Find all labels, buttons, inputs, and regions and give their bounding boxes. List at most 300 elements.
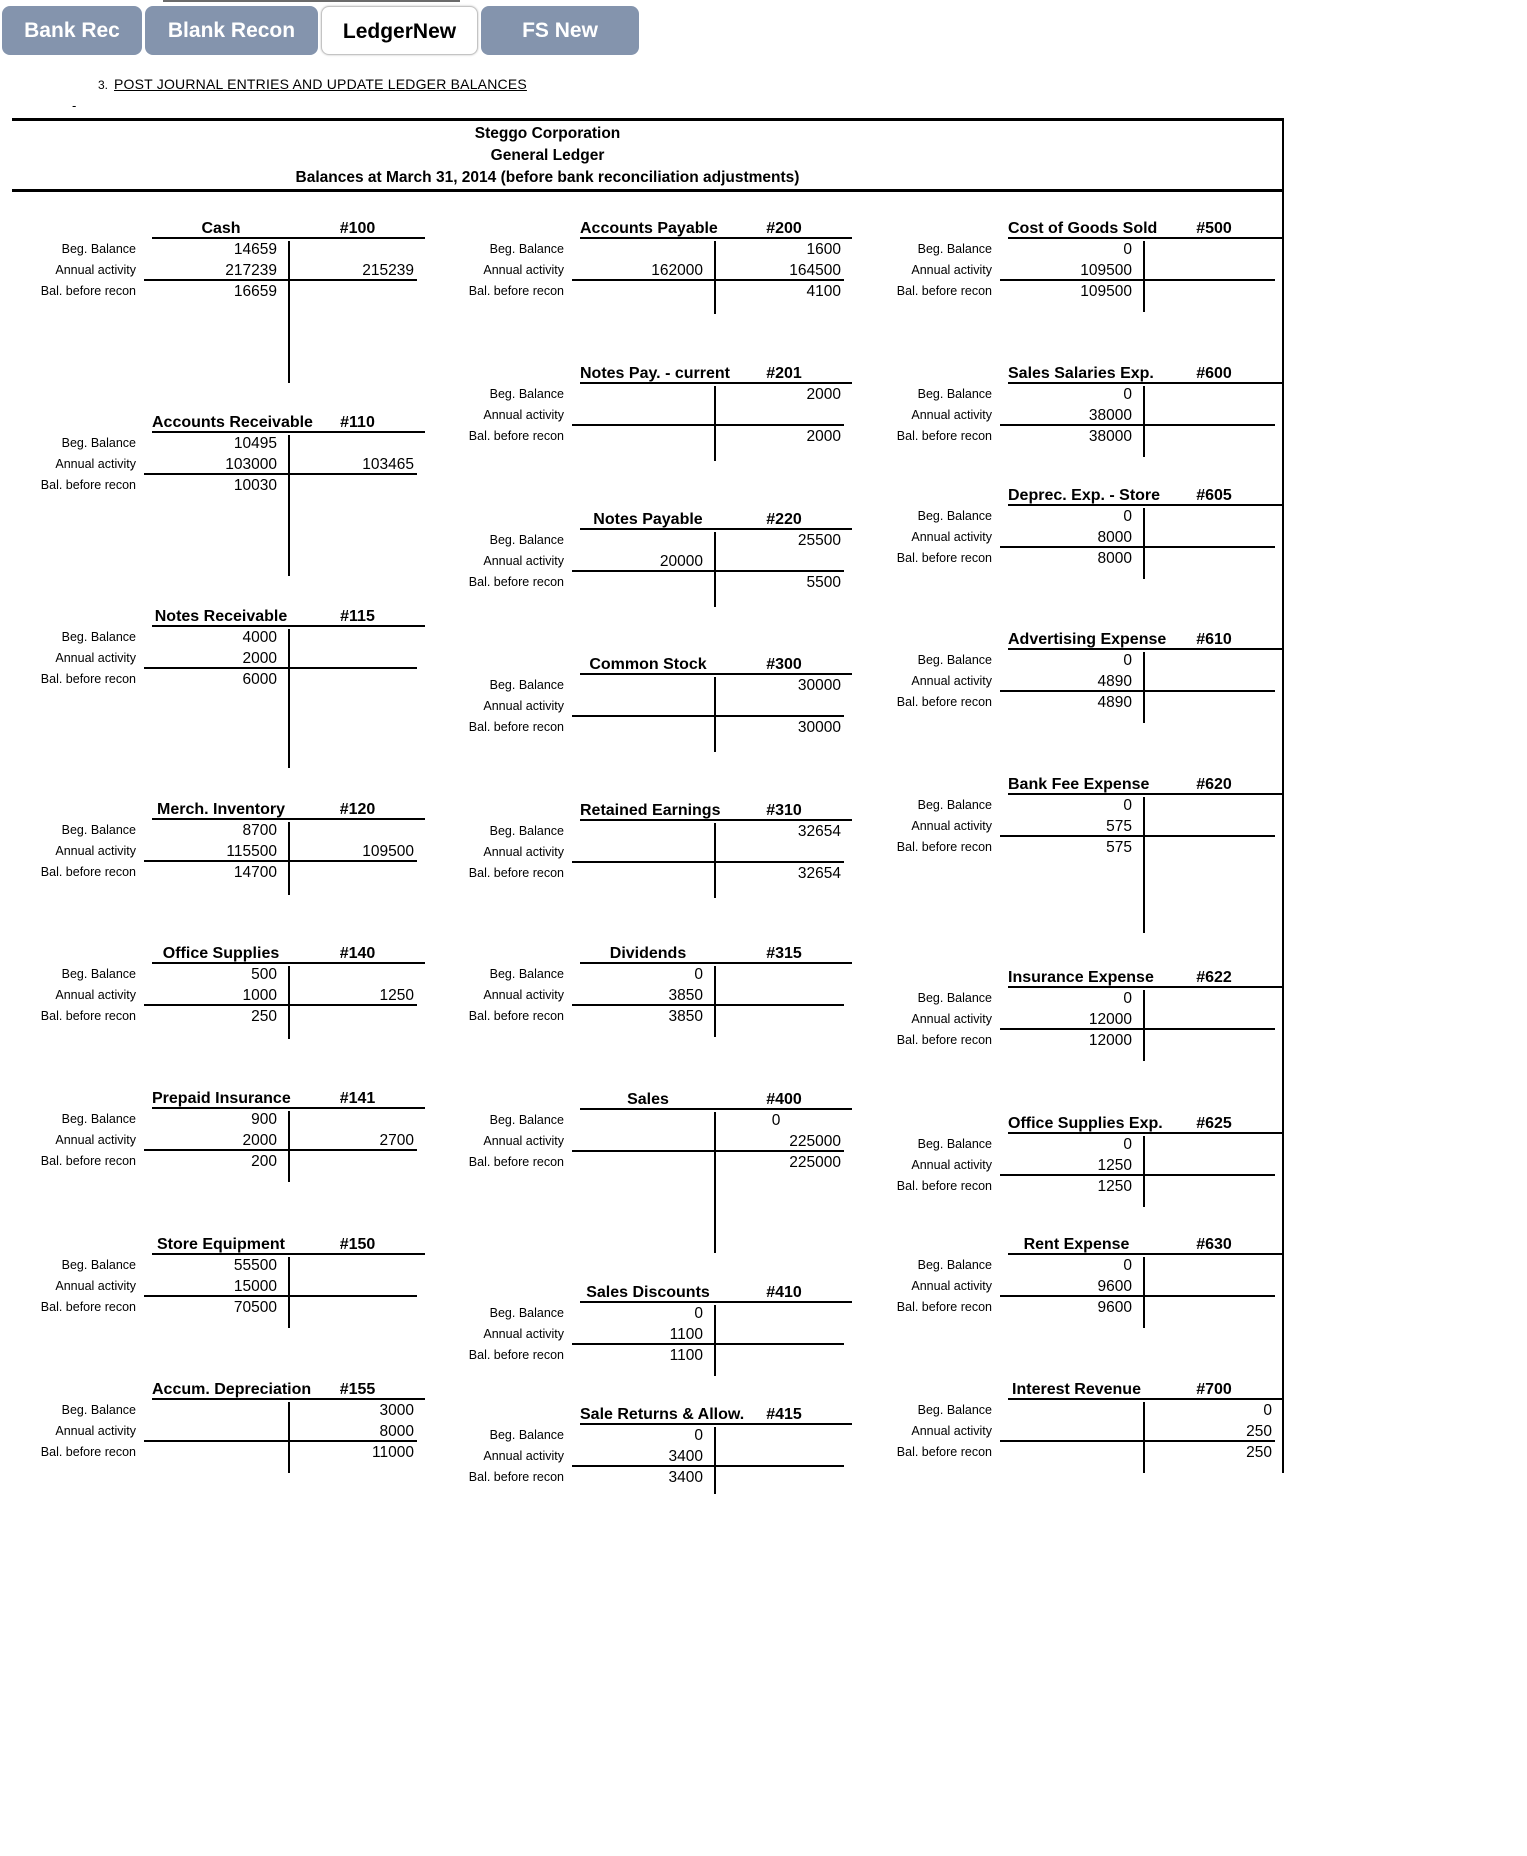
row-cells bbox=[144, 1255, 417, 1276]
debit-cell[interactable] bbox=[572, 717, 708, 738]
account-number: #100 bbox=[339, 220, 376, 237]
account-block bbox=[0, 943, 425, 1039]
ledger-row bbox=[370, 384, 852, 405]
credit-cell[interactable] bbox=[1137, 1255, 1275, 1276]
ledger-row bbox=[798, 1276, 1283, 1297]
account-block bbox=[798, 218, 1283, 312]
debit-cell[interactable]: 162000 bbox=[651, 262, 703, 279]
t-account-divider bbox=[1143, 241, 1145, 312]
account-title-row bbox=[1008, 1379, 1283, 1400]
ledger-row bbox=[798, 837, 1283, 858]
credit-cell[interactable]: 164500 bbox=[789, 262, 841, 279]
row-cells bbox=[1000, 405, 1275, 426]
debit-cell[interactable] bbox=[144, 1421, 282, 1440]
row-label: Beg. Balance bbox=[61, 630, 136, 644]
account-number: #622 bbox=[1196, 969, 1232, 986]
tab-fs-new[interactable]: FS New bbox=[481, 6, 639, 55]
ledger-row bbox=[798, 1030, 1283, 1051]
account-block bbox=[370, 363, 852, 461]
row-label: Beg. Balance bbox=[917, 242, 992, 256]
debit-cell[interactable]: 4000 bbox=[242, 629, 277, 646]
debit-cell[interactable]: 9600 bbox=[1097, 1278, 1132, 1295]
debit-cell[interactable]: 250 bbox=[251, 1008, 277, 1025]
ledger-row bbox=[798, 795, 1283, 816]
ledger-row bbox=[370, 1467, 852, 1488]
t-account-divider bbox=[714, 677, 716, 752]
debit-cell[interactable] bbox=[572, 821, 708, 842]
row-label: Bal. before recon bbox=[896, 551, 992, 565]
account-block bbox=[798, 1379, 1283, 1473]
row-cells bbox=[1000, 795, 1275, 816]
account-title-row bbox=[1008, 967, 1283, 988]
ledger-row bbox=[370, 1425, 852, 1446]
account-number: #201 bbox=[766, 365, 802, 382]
account-block bbox=[798, 774, 1283, 933]
debit-cell[interactable]: 900 bbox=[251, 1111, 277, 1128]
account-title-row bbox=[1008, 485, 1283, 506]
tab-blank-recon[interactable]: Blank Recon bbox=[145, 6, 318, 55]
t-account-divider bbox=[1143, 652, 1145, 723]
credit-cell[interactable] bbox=[1137, 1009, 1275, 1028]
ledger-row bbox=[798, 1297, 1283, 1318]
debit-cell[interactable]: 8000 bbox=[1097, 550, 1132, 567]
account-name: Merch. Inventory bbox=[156, 801, 286, 818]
tab-ledgernew[interactable]: LedgerNew bbox=[321, 6, 478, 55]
debit-cell[interactable]: 0 bbox=[1123, 1257, 1132, 1274]
account-name: Accounts Receivable bbox=[152, 414, 313, 431]
debit-cell[interactable]: 200 bbox=[251, 1153, 277, 1170]
row-label: Annual activity bbox=[483, 408, 564, 422]
credit-cell[interactable] bbox=[1137, 795, 1275, 816]
account-block bbox=[370, 654, 852, 752]
row-cells bbox=[1000, 1030, 1275, 1051]
ledger-row bbox=[798, 692, 1283, 713]
debit-cell[interactable] bbox=[144, 1442, 282, 1463]
row-label: Bal. before recon bbox=[40, 865, 136, 879]
row-label: Beg. Balance bbox=[489, 678, 564, 692]
row-label: Bal. before recon bbox=[896, 1179, 992, 1193]
debit-cell[interactable]: 0 bbox=[1123, 508, 1132, 525]
credit-cell[interactable] bbox=[1137, 426, 1275, 447]
account-number: #625 bbox=[1196, 1115, 1232, 1132]
account-number: #220 bbox=[766, 511, 802, 528]
debit-cell[interactable] bbox=[572, 530, 708, 551]
tab-bank-rec[interactable]: Bank Rec bbox=[2, 6, 142, 55]
ledger-row bbox=[0, 475, 425, 496]
debit-cell[interactable]: 0 bbox=[694, 1305, 703, 1322]
credit-cell[interactable] bbox=[1137, 260, 1275, 279]
ledger-row bbox=[370, 1303, 852, 1324]
credit-cell[interactable]: 103465 bbox=[362, 456, 414, 473]
t-account-divider bbox=[1143, 508, 1145, 579]
account-number: #310 bbox=[766, 802, 802, 819]
row-label: Bal. before recon bbox=[40, 284, 136, 298]
row-label: Bal. before recon bbox=[468, 575, 564, 589]
row-cells bbox=[1000, 1176, 1275, 1197]
credit-cell[interactable] bbox=[1137, 671, 1275, 690]
row-cells bbox=[144, 475, 417, 496]
row-cells bbox=[1000, 506, 1275, 527]
credit-cell[interactable]: 11000 bbox=[372, 1444, 414, 1461]
credit-cell[interactable] bbox=[1137, 1134, 1275, 1155]
section-heading bbox=[98, 76, 527, 92]
debit-cell[interactable] bbox=[572, 281, 708, 302]
t-account-divider bbox=[714, 1112, 716, 1253]
credit-cell[interactable] bbox=[1137, 650, 1275, 671]
t-account-divider bbox=[1143, 1257, 1145, 1328]
account-block bbox=[370, 218, 852, 314]
row-label: Annual activity bbox=[55, 1279, 136, 1293]
credit-cell[interactable]: 2000 bbox=[806, 386, 841, 403]
debit-cell[interactable]: 0 bbox=[1123, 652, 1132, 669]
debit-cell[interactable] bbox=[572, 239, 708, 260]
credit-cell[interactable] bbox=[1137, 1176, 1275, 1197]
account-number: #115 bbox=[340, 608, 375, 625]
ledger-row bbox=[0, 1442, 425, 1463]
ledger-row bbox=[798, 1421, 1283, 1442]
ledger-row bbox=[798, 405, 1283, 426]
t-account-divider bbox=[1143, 386, 1145, 457]
debit-cell[interactable]: 3400 bbox=[668, 1448, 703, 1465]
debit-cell[interactable]: 575 bbox=[1106, 818, 1132, 835]
debit-cell[interactable]: 14700 bbox=[233, 864, 277, 881]
debit-cell[interactable]: 0 bbox=[1123, 1136, 1132, 1153]
credit-cell[interactable] bbox=[1137, 988, 1275, 1009]
row-cells bbox=[1000, 1442, 1275, 1463]
ledger-row bbox=[0, 841, 425, 862]
row-label: Beg. Balance bbox=[489, 1306, 564, 1320]
debit-cell[interactable]: 16659 bbox=[233, 283, 277, 300]
t-account-divider bbox=[714, 1427, 716, 1494]
ledger-row bbox=[0, 964, 425, 985]
account-block bbox=[370, 509, 852, 607]
debit-cell[interactable] bbox=[572, 405, 708, 424]
credit-cell[interactable]: 225000 bbox=[789, 1133, 841, 1150]
ledger-row bbox=[370, 530, 852, 551]
row-label: Bal. before recon bbox=[468, 866, 564, 880]
credit-cell[interactable] bbox=[1137, 1297, 1275, 1318]
debit-cell[interactable]: 10030 bbox=[233, 477, 277, 494]
credit-cell[interactable] bbox=[708, 1345, 844, 1366]
credit-cell[interactable]: 0 bbox=[771, 1112, 781, 1129]
row-label: Beg. Balance bbox=[489, 533, 564, 547]
row-label: Beg. Balance bbox=[489, 824, 564, 838]
account-number: #630 bbox=[1196, 1236, 1232, 1253]
debit-cell[interactable]: 0 bbox=[1123, 797, 1132, 814]
debit-cell[interactable]: 575 bbox=[1106, 839, 1132, 856]
debit-cell[interactable]: 2000 bbox=[242, 650, 277, 667]
credit-cell[interactable] bbox=[1137, 527, 1275, 546]
debit-cell[interactable]: 0 bbox=[1123, 990, 1132, 1007]
ledger-row bbox=[370, 1446, 852, 1467]
credit-cell[interactable]: 215239 bbox=[362, 262, 414, 279]
debit-cell[interactable] bbox=[572, 1131, 708, 1150]
account-name: Sales Salaries Exp. bbox=[1008, 365, 1154, 382]
credit-cell[interactable]: 1250 bbox=[379, 987, 414, 1004]
account-name: Sales bbox=[627, 1091, 669, 1108]
credit-cell[interactable] bbox=[1137, 281, 1275, 302]
credit-cell[interactable] bbox=[282, 627, 417, 648]
account-number: #620 bbox=[1196, 776, 1232, 793]
row-label: Annual activity bbox=[911, 530, 992, 544]
debit-cell[interactable]: 3400 bbox=[668, 1469, 703, 1486]
debit-cell[interactable]: 12000 bbox=[1088, 1032, 1132, 1049]
row-label: Annual activity bbox=[911, 1424, 992, 1438]
account-number: #155 bbox=[339, 1381, 376, 1398]
credit-cell[interactable]: 5500 bbox=[806, 574, 841, 591]
row-label: Annual activity bbox=[55, 457, 136, 471]
row-label: Annual activity bbox=[55, 651, 136, 665]
row-label: Beg. Balance bbox=[917, 1258, 992, 1272]
credit-cell[interactable] bbox=[1137, 692, 1275, 713]
ledger-row bbox=[798, 650, 1283, 671]
row-label: Bal. before recon bbox=[40, 1445, 136, 1459]
debit-cell[interactable]: 8000 bbox=[1097, 529, 1132, 546]
ledger-row bbox=[798, 1400, 1283, 1421]
credit-cell[interactable]: 25500 bbox=[797, 532, 841, 549]
debit-cell[interactable]: 1100 bbox=[669, 1326, 703, 1343]
account-name: Accounts Payable bbox=[580, 220, 718, 237]
ledger-row bbox=[370, 551, 852, 572]
debit-cell[interactable] bbox=[572, 1152, 708, 1173]
credit-cell[interactable]: 30000 bbox=[797, 677, 841, 694]
credit-cell[interactable]: 225000 bbox=[789, 1154, 841, 1171]
account-name: Office Supplies Exp. bbox=[1008, 1115, 1163, 1132]
row-label: Bal. before recon bbox=[40, 1009, 136, 1023]
credit-cell[interactable]: 109500 bbox=[362, 843, 414, 860]
credit-cell[interactable]: 32654 bbox=[797, 823, 841, 840]
ledger-row bbox=[798, 527, 1283, 548]
row-cells bbox=[1000, 1134, 1275, 1155]
debit-cell[interactable]: 2000 bbox=[242, 1132, 277, 1149]
credit-cell[interactable]: 250 bbox=[1246, 1423, 1272, 1440]
credit-cell[interactable] bbox=[1137, 506, 1275, 527]
ledger-row bbox=[370, 985, 852, 1006]
ledger-row bbox=[370, 1152, 852, 1173]
credit-cell[interactable]: 1600 bbox=[806, 241, 841, 258]
account-number: #120 bbox=[339, 801, 376, 818]
ledger-header bbox=[12, 123, 1083, 189]
account-name: Interest Revenue bbox=[1012, 1381, 1141, 1398]
debit-cell[interactable]: 3850 bbox=[668, 1008, 703, 1025]
credit-cell[interactable] bbox=[1137, 1155, 1275, 1174]
debit-cell[interactable] bbox=[572, 863, 708, 884]
debit-cell[interactable] bbox=[572, 572, 708, 593]
account-name: Notes Pay. - current bbox=[580, 365, 730, 382]
debit-cell[interactable]: 0 bbox=[694, 966, 703, 983]
credit-cell[interactable]: 30000 bbox=[797, 719, 841, 736]
debit-cell[interactable]: 38000 bbox=[1088, 407, 1132, 424]
row-label: Beg. Balance bbox=[917, 387, 992, 401]
row-label: Beg. Balance bbox=[917, 509, 992, 523]
ledger-row bbox=[0, 433, 425, 454]
ledger-row bbox=[370, 1110, 852, 1131]
debit-cell[interactable] bbox=[572, 842, 708, 861]
ledger-row bbox=[798, 1155, 1283, 1176]
row-label: Annual activity bbox=[483, 845, 564, 859]
debit-cell[interactable]: 109500 bbox=[1080, 262, 1132, 279]
row-cells bbox=[1000, 816, 1275, 837]
credit-cell[interactable]: 32654 bbox=[797, 865, 841, 882]
account-name: Prepaid Insurance bbox=[152, 1090, 291, 1107]
credit-cell[interactable]: 250 bbox=[1246, 1444, 1272, 1461]
row-label: Beg. Balance bbox=[61, 823, 136, 837]
credit-cell[interactable]: 0 bbox=[1263, 1402, 1272, 1419]
ledger-row bbox=[370, 426, 852, 447]
credit-cell[interactable] bbox=[1137, 405, 1275, 424]
account-block bbox=[798, 363, 1283, 457]
debit-cell[interactable] bbox=[572, 384, 708, 405]
credit-cell[interactable]: 4100 bbox=[806, 283, 841, 300]
debit-cell[interactable]: 15000 bbox=[233, 1278, 277, 1295]
debit-cell[interactable]: 0 bbox=[694, 1427, 703, 1444]
credit-cell[interactable] bbox=[1137, 837, 1275, 858]
debit-cell[interactable] bbox=[1000, 1400, 1137, 1421]
account-number: #410 bbox=[766, 1284, 802, 1301]
debit-cell[interactable]: 6000 bbox=[242, 671, 277, 688]
account-block bbox=[370, 943, 852, 1037]
account-block bbox=[0, 412, 425, 576]
debit-cell[interactable]: 3850 bbox=[668, 987, 703, 1004]
debit-cell[interactable] bbox=[572, 696, 708, 715]
debit-cell[interactable]: 70500 bbox=[233, 1299, 277, 1316]
account-name: Cost of Goods Sold bbox=[1008, 220, 1158, 237]
debit-cell[interactable]: 38000 bbox=[1088, 428, 1132, 445]
debit-cell[interactable]: 500 bbox=[251, 966, 277, 983]
ledger-row bbox=[0, 669, 425, 690]
debit-cell[interactable]: 4890 bbox=[1097, 673, 1132, 690]
debit-cell[interactable]: 20000 bbox=[659, 553, 703, 570]
t-account-divider bbox=[288, 1257, 290, 1328]
row-label: Bal. before recon bbox=[896, 1033, 992, 1047]
debit-cell[interactable] bbox=[144, 1400, 282, 1421]
row-label: Bal. before recon bbox=[40, 672, 136, 686]
row-cells bbox=[1000, 988, 1275, 1009]
debit-cell[interactable]: 1250 bbox=[1097, 1178, 1132, 1195]
ledger-row bbox=[0, 1109, 425, 1130]
debit-cell[interactable]: 14659 bbox=[233, 241, 277, 258]
row-label: Beg. Balance bbox=[917, 1137, 992, 1151]
debit-cell[interactable]: 9600 bbox=[1097, 1299, 1132, 1316]
credit-cell[interactable]: 3000 bbox=[379, 1402, 414, 1419]
row-label: Annual activity bbox=[911, 674, 992, 688]
debit-cell[interactable] bbox=[1000, 1421, 1137, 1440]
credit-cell[interactable] bbox=[1137, 239, 1275, 260]
account-name: Rent Expense bbox=[1023, 1236, 1130, 1253]
debit-cell[interactable]: 10495 bbox=[233, 435, 277, 452]
account-name: Deprec. Exp. - Store bbox=[1008, 487, 1161, 504]
debit-cell[interactable]: 1250 bbox=[1097, 1157, 1132, 1174]
row-label: Beg. Balance bbox=[917, 798, 992, 812]
ledger-row bbox=[370, 842, 852, 863]
debit-cell[interactable]: 1000 bbox=[242, 987, 277, 1004]
row-label: Annual activity bbox=[483, 1134, 564, 1148]
debit-cell[interactable]: 12000 bbox=[1088, 1011, 1132, 1028]
account-block bbox=[798, 485, 1283, 579]
debit-cell[interactable]: 103000 bbox=[225, 456, 277, 473]
row-label: Bal. before recon bbox=[896, 840, 992, 854]
debit-cell[interactable] bbox=[1000, 1442, 1137, 1463]
row-cells bbox=[1000, 837, 1275, 858]
row-label: Bal. before recon bbox=[468, 1155, 564, 1169]
ledger-row bbox=[0, 1255, 425, 1276]
ledger-row bbox=[0, 820, 425, 841]
debit-cell[interactable] bbox=[572, 426, 708, 447]
ledger-row bbox=[0, 648, 425, 669]
credit-cell[interactable] bbox=[282, 1255, 417, 1276]
debit-cell[interactable] bbox=[572, 1110, 708, 1131]
account-name: Dividends bbox=[609, 945, 687, 962]
t-account-divider bbox=[1143, 1402, 1145, 1473]
t-account-divider bbox=[714, 241, 716, 314]
t-account-divider bbox=[1143, 1136, 1145, 1207]
account-name: Office Supplies bbox=[162, 945, 280, 962]
debit-cell[interactable]: 0 bbox=[1123, 386, 1132, 403]
row-label: Beg. Balance bbox=[489, 387, 564, 401]
row-label: Annual activity bbox=[55, 263, 136, 277]
account-number: #315 bbox=[766, 945, 802, 962]
debit-cell[interactable]: 8700 bbox=[242, 822, 277, 839]
ledger-row bbox=[0, 1297, 425, 1318]
row-label: Bal. before recon bbox=[896, 429, 992, 443]
credit-cell[interactable] bbox=[1137, 1030, 1275, 1051]
row-label: Annual activity bbox=[483, 1327, 564, 1341]
credit-cell[interactable] bbox=[1137, 1276, 1275, 1295]
t-account-divider bbox=[1143, 990, 1145, 1061]
account-number: #400 bbox=[766, 1091, 802, 1108]
account-title-row bbox=[1008, 1113, 1283, 1134]
ledger-row bbox=[370, 696, 852, 717]
t-account-divider bbox=[288, 241, 290, 383]
ledger-row bbox=[798, 548, 1283, 569]
debit-cell[interactable]: 55500 bbox=[233, 1257, 277, 1274]
account-number: #141 bbox=[339, 1090, 376, 1107]
account-block bbox=[798, 629, 1283, 723]
row-label: Annual activity bbox=[911, 1279, 992, 1293]
t-account-divider bbox=[288, 822, 290, 895]
debit-cell[interactable] bbox=[572, 675, 708, 696]
row-label: Annual activity bbox=[55, 1424, 136, 1438]
row-label: Annual activity bbox=[55, 988, 136, 1002]
account-block bbox=[798, 967, 1283, 1061]
credit-cell[interactable] bbox=[282, 475, 417, 496]
credit-cell[interactable] bbox=[1137, 384, 1275, 405]
debit-cell[interactable]: 1100 bbox=[669, 1347, 703, 1364]
debit-cell[interactable]: 109500 bbox=[1080, 283, 1132, 300]
row-label: Bal. before recon bbox=[468, 720, 564, 734]
ledger-row bbox=[370, 821, 852, 842]
debit-cell[interactable]: 217239 bbox=[225, 262, 277, 279]
credit-cell[interactable]: 8000 bbox=[379, 1423, 414, 1440]
account-name: Sales Discounts bbox=[586, 1284, 710, 1301]
row-label: Annual activity bbox=[483, 1449, 564, 1463]
debit-cell[interactable]: 0 bbox=[1123, 241, 1132, 258]
row-label: Bal. before recon bbox=[40, 478, 136, 492]
credit-cell[interactable] bbox=[1137, 816, 1275, 835]
account-title-row bbox=[152, 606, 425, 627]
row-label: Beg. Balance bbox=[61, 1258, 136, 1272]
row-label: Beg. Balance bbox=[489, 967, 564, 981]
section-number: 3. bbox=[98, 78, 109, 92]
debit-cell[interactable]: 115500 bbox=[226, 843, 277, 860]
debit-cell[interactable]: 4890 bbox=[1097, 694, 1132, 711]
row-cells bbox=[1000, 692, 1275, 713]
credit-cell[interactable]: 2700 bbox=[379, 1132, 414, 1149]
credit-cell[interactable] bbox=[1137, 548, 1275, 569]
account-number: #500 bbox=[1196, 220, 1232, 237]
credit-cell[interactable]: 2000 bbox=[806, 428, 841, 445]
account-name: Notes Payable bbox=[593, 511, 703, 528]
